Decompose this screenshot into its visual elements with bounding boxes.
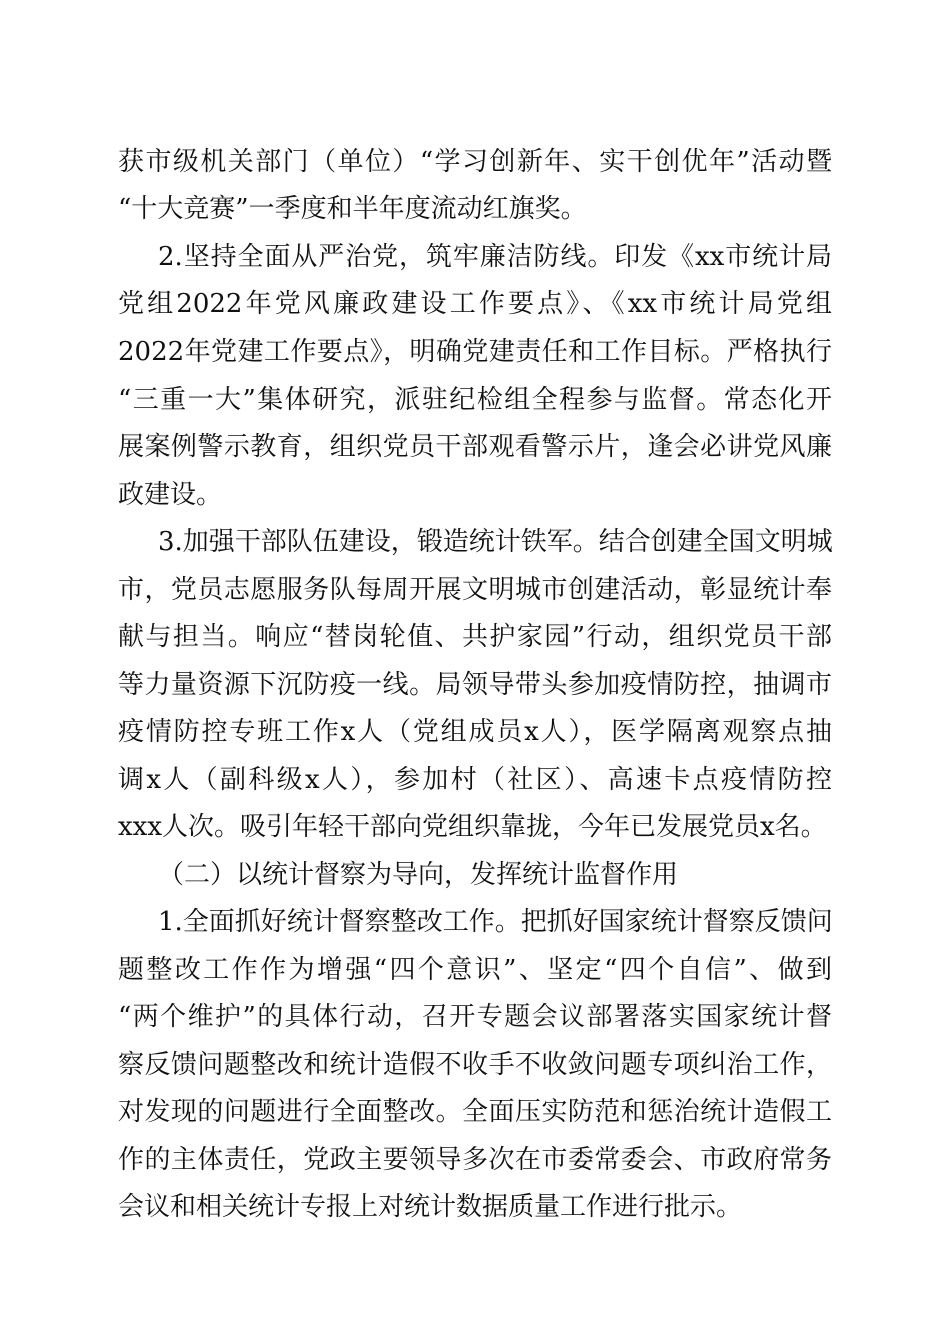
paragraph-line: “十大竞赛”一季度和半年度流动红旗奖。 [118, 194, 587, 224]
paragraph-line: 1.全面抓好统计督察整改工作。把抓好国家统计督察反馈问 [158, 907, 833, 937]
paragraph-line: 政建设。 [118, 480, 223, 510]
paragraph-line: 党组2022年党风廉政建设工作要点》、《xx市统计局党组 [118, 289, 832, 319]
paragraph-line: 等力量资源下沉防疫一线。局领导带头参加疫情防控，抽调市 [118, 670, 832, 700]
paragraph-line: 3.加强干部队伍建设，锻造统计铁军。结合创建全国文明城 [158, 527, 833, 557]
paragraph-line: “两个维护”的具体行动，召开专题会议部署落实国家统计督 [118, 1002, 832, 1032]
paragraph-line: 2022年党建工作要点》，明确党建责任和工作目标。严格执行 [118, 337, 832, 367]
paragraph-line: 2.坚持全面从严治党，筑牢廉洁防线。印发《xx市统计局 [158, 242, 832, 272]
paragraph-line: 会议和相关统计专报上对统计数据质量工作进行批示。 [118, 1192, 743, 1222]
paragraph-line: 作的主体责任，党政主要领导多次在市委常委会、市政府常务 [118, 1145, 832, 1175]
paragraph-line: 展案例警示教育，组织党员干部观看警示片，逢会必讲党风廉 [118, 432, 832, 462]
paragraph-line: 疫情防控专班工作x人（党组成员x人），医学隔离观察点抽 [118, 717, 832, 747]
paragraph-line: 献与担当。响应“替岗轮值、共护家园”行动，组织党员干部 [118, 622, 832, 652]
paragraph-line: 市，党员志愿服务队每周开展文明城市创建活动，彰显统计奉 [118, 575, 832, 605]
paragraph-line: “三重一大”集体研究，派驻纪检组全程参与监督。常态化开 [118, 385, 832, 415]
paragraph-line: 调x人（副科级x人），参加村（社区）、高速卡点疫情防控 [118, 765, 832, 795]
paragraph-line: 对发现的问题进行全面整改。全面压实防范和惩治统计造假工 [118, 1097, 832, 1127]
paragraph-line: 获市级机关部门（单位）“学习创新年、实干创优年”活动暨 [118, 147, 832, 177]
paragraph-line: 察反馈问题整改和统计造假不收手不收敛问题专项纠治工作， [118, 1050, 832, 1080]
paragraph-line: xxx人次。吸引年轻干部向党组织靠拢，今年已发展党员x名。 [118, 812, 827, 842]
section-heading: （二）以统计督察为导向，发挥统计监督作用 [158, 860, 679, 890]
paragraph-line: 题整改工作作为增强“四个意识”、坚定“四个自信”、做到 [118, 955, 832, 985]
